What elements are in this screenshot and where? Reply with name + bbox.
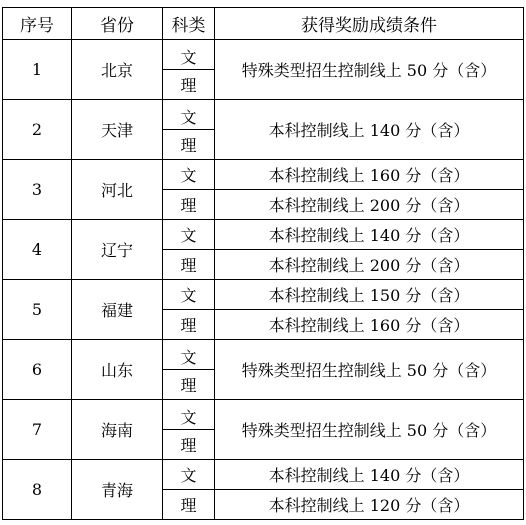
subject-wen: 文 <box>180 348 197 367</box>
subject-wen: 文 <box>180 48 197 67</box>
subject-split <box>163 40 215 100</box>
row-condition-wen: 本科控制线上 160 分（含） <box>215 160 524 190</box>
row-province: 天津 <box>72 100 163 160</box>
table-row <box>3 100 524 160</box>
header-subject: 科类 <box>163 8 215 40</box>
scholarship-criteria-table <box>2 7 524 520</box>
row-province: 北京 <box>72 40 163 100</box>
header-row <box>3 8 524 40</box>
table-body <box>3 40 524 520</box>
subject-divider <box>163 429 214 430</box>
subject-split-box <box>163 100 214 159</box>
subject-split-box <box>163 340 214 399</box>
row-province: 河北 <box>72 160 163 220</box>
row-condition-li: 本科控制线上 200 分（含） <box>215 190 524 220</box>
subject-split-box <box>163 40 214 99</box>
subject-li: 理 <box>180 376 197 395</box>
row-seq: 4 <box>3 220 72 280</box>
row-seq: 6 <box>3 340 72 400</box>
table-row <box>3 160 524 190</box>
row-seq: 7 <box>3 400 72 460</box>
row-condition: 特殊类型招生控制线上 50 分（含） <box>215 340 524 400</box>
subject-li: 理 <box>163 490 215 520</box>
subject-divider <box>163 69 214 70</box>
subject-divider <box>163 369 214 370</box>
subject-li: 理 <box>163 310 215 340</box>
row-province: 辽宁 <box>72 220 163 280</box>
subject-wen: 文 <box>163 280 215 310</box>
table-row <box>3 460 524 490</box>
subject-wen: 文 <box>180 108 197 127</box>
row-condition: 特殊类型招生控制线上 50 分（含） <box>215 400 524 460</box>
subject-split <box>163 400 215 460</box>
subject-li: 理 <box>180 136 197 155</box>
row-condition: 本科控制线上 140 分（含） <box>215 100 524 160</box>
row-condition-wen: 本科控制线上 140 分（含） <box>215 460 524 490</box>
table-row <box>3 280 524 310</box>
header-condition: 获得奖励成绩条件 <box>215 8 524 40</box>
row-province: 福建 <box>72 280 163 340</box>
row-province: 海南 <box>72 400 163 460</box>
subject-wen: 文 <box>180 408 197 427</box>
subject-split-box <box>163 400 214 459</box>
subject-li: 理 <box>180 436 197 455</box>
header-province: 省份 <box>72 8 163 40</box>
row-condition-li: 本科控制线上 200 分（含） <box>215 250 524 280</box>
subject-wen: 文 <box>163 160 215 190</box>
table-row <box>3 220 524 250</box>
subject-split <box>163 340 215 400</box>
row-seq: 5 <box>3 280 72 340</box>
row-seq: 3 <box>3 160 72 220</box>
row-condition-li: 本科控制线上 120 分（含） <box>215 490 524 520</box>
header-seq: 序号 <box>3 8 72 40</box>
subject-wen: 文 <box>163 460 215 490</box>
subject-divider <box>163 129 214 130</box>
row-condition-wen: 本科控制线上 140 分（含） <box>215 220 524 250</box>
subject-li: 理 <box>163 250 215 280</box>
row-province: 青海 <box>72 460 163 520</box>
table-row <box>3 400 524 460</box>
row-condition: 特殊类型招生控制线上 50 分（含） <box>215 40 524 100</box>
row-seq: 2 <box>3 100 72 160</box>
row-seq: 1 <box>3 40 72 100</box>
row-seq: 8 <box>3 460 72 520</box>
row-condition-wen: 本科控制线上 150 分（含） <box>215 280 524 310</box>
subject-split <box>163 100 215 160</box>
row-condition-li: 本科控制线上 160 分（含） <box>215 310 524 340</box>
row-province: 山东 <box>72 340 163 400</box>
table-row <box>3 340 524 400</box>
subject-li: 理 <box>180 76 197 95</box>
subject-li: 理 <box>163 190 215 220</box>
subject-wen: 文 <box>163 220 215 250</box>
table-row <box>3 40 524 100</box>
